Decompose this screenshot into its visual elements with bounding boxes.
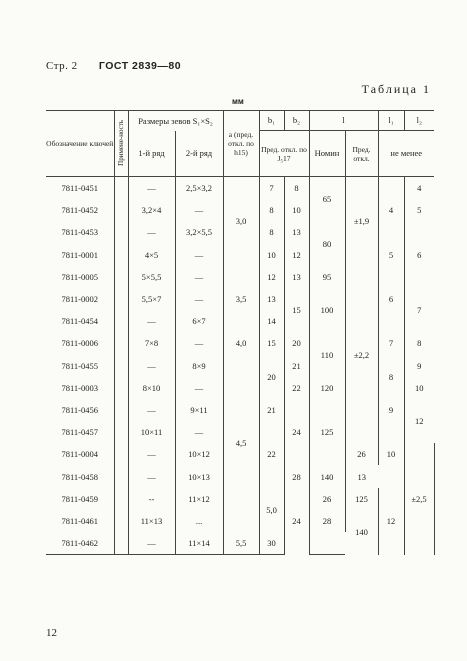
b1-cell: 13 <box>259 288 284 310</box>
designation-cell: 7811-0002 <box>46 288 114 310</box>
l2-cell: 8 <box>417 338 422 349</box>
l-cell: 120 <box>309 377 345 399</box>
header-tolerance: Пред. откл. <box>345 131 378 177</box>
b2-cell: 20 <box>284 332 309 354</box>
header-l2: l₂ <box>404 111 434 131</box>
usage-cell <box>114 310 128 332</box>
gost-number: ГОСТ 2839—80 <box>98 60 182 72</box>
header-l: l <box>309 111 378 131</box>
b2-cell: 10 <box>284 199 309 221</box>
usage-cell <box>114 288 128 310</box>
b1-cell: 7 <box>259 177 284 200</box>
l-tol-cell: ±2,2 <box>345 266 378 444</box>
l-cell: 125 <box>345 488 378 510</box>
row2-cell: 11×14 <box>175 532 223 555</box>
b2-cell: 12 <box>284 244 309 266</box>
b2-cell: 15 <box>284 288 309 332</box>
b2-cell: 24 <box>284 399 309 466</box>
l-cell: 95 <box>309 266 345 288</box>
a-cell: 5,0 <box>259 488 284 532</box>
row2-cell: — <box>175 332 223 354</box>
row2-cell: 9×11 <box>175 399 223 421</box>
b1-cell: 12 <box>259 266 284 288</box>
usage-cell <box>114 266 128 288</box>
b2-cell: 13 <box>284 221 309 243</box>
b1-cell: 14 <box>259 310 284 332</box>
designation-cell: 7811-0455 <box>46 355 114 377</box>
b1-cell: 15 <box>259 332 284 354</box>
row1-cell: 3,2×4 <box>128 199 175 221</box>
row2-cell: — <box>175 266 223 288</box>
unit-label: мм <box>232 97 244 106</box>
b2-cell: 26 <box>345 443 378 465</box>
usage-cell <box>114 532 128 555</box>
header-sizes: Размеры зевов S₁×S₂ <box>128 111 223 131</box>
header-b-tolerance: Пред. откл. по J₅17 <box>259 131 309 177</box>
a-cell: 4,5 <box>223 355 259 533</box>
l1-cell: 10 <box>378 421 404 488</box>
l2-cell: 12 <box>415 416 424 427</box>
table-row <box>46 177 434 200</box>
designation-cell: 7811-0454 <box>46 310 114 332</box>
usage-cell <box>114 177 128 200</box>
row1-cell: — <box>128 177 175 200</box>
dimensions-table <box>46 110 434 555</box>
usage-cell <box>114 244 128 266</box>
l2-cell: 5 <box>417 205 422 216</box>
l-cell: 110 <box>309 332 345 376</box>
l1-cell: 5 <box>378 244 404 266</box>
l-cell: 65 <box>309 177 345 222</box>
row1-cell: 7×8 <box>128 332 175 354</box>
row1-cell: 4×5 <box>128 244 175 266</box>
l-cell: 140 <box>345 510 378 555</box>
b2-cell: 8 <box>284 177 309 200</box>
usage-cell <box>114 332 128 354</box>
row1-cell: -- <box>128 488 175 510</box>
row2-cell: ... <box>175 510 223 532</box>
l2-cell: 6 <box>417 249 422 260</box>
b1-cell: 8 <box>259 199 284 221</box>
b1-cell: 21 <box>259 399 284 421</box>
usage-cell <box>114 355 128 377</box>
designation-cell: 7811-0453 <box>46 221 114 243</box>
b1-cell: 22 <box>259 421 284 488</box>
usage-cell <box>114 510 128 532</box>
designation-cell: 7811-0005 <box>46 266 114 288</box>
a-cell: 3,5 <box>223 266 259 333</box>
page-header <box>46 60 181 72</box>
usage-cell <box>114 488 128 510</box>
row1-cell: 10×11 <box>128 421 175 443</box>
l1-cell: 4 <box>378 177 404 244</box>
header-usage: Примене-ность <box>114 111 128 177</box>
row2-cell: 8×9 <box>175 355 223 377</box>
l1-cell: 12 <box>378 488 404 555</box>
l1-cell: 8 <box>378 355 404 399</box>
designation-cell: 7811-0451 <box>46 177 114 200</box>
row1-cell: 5×5,5 <box>128 266 175 288</box>
b1-cell: 8 <box>259 221 284 243</box>
l2-cell: 7 <box>417 305 422 316</box>
row2-cell: 3,2×5,5 <box>175 221 223 243</box>
row2-cell: — <box>175 199 223 221</box>
l2-cell: 13 <box>357 471 366 482</box>
row2-cell: 11×12 <box>175 488 223 510</box>
l-cell: 80 <box>309 221 345 265</box>
usage-cell <box>114 199 128 221</box>
b2-cell: 26 <box>309 488 345 510</box>
row2-cell: 10×13 <box>175 465 223 487</box>
l-tol-cell: ±1,9 <box>345 177 378 266</box>
footer-page-number: 12 <box>46 627 57 639</box>
l-tol-cell: ±2,5 <box>404 443 434 554</box>
designation-cell: 7811-0004 <box>46 443 114 465</box>
header-b1: b₁ <box>259 111 284 131</box>
row2-cell: 10×12 <box>175 443 223 465</box>
row1-cell: — <box>128 465 175 487</box>
page-number-label: Стр. 2 <box>46 60 78 72</box>
row2-cell: — <box>175 288 223 310</box>
b2-cell: 22 <box>284 377 309 399</box>
l-cell: 125 <box>309 399 345 466</box>
designation-cell: 7811-0462 <box>46 532 114 555</box>
designation-cell: 7811-0006 <box>46 332 114 354</box>
header-a: a (пред. откл. по h15) <box>223 111 259 177</box>
header-not-less: не менее <box>378 131 434 177</box>
l2-cell <box>309 532 345 555</box>
row2-cell: — <box>175 244 223 266</box>
l1-cell: 7 <box>378 332 404 354</box>
b1-cell: 10 <box>259 244 284 266</box>
l-cell: 100 <box>309 288 345 332</box>
usage-cell <box>114 399 128 421</box>
l2-cell: 9 <box>417 360 422 371</box>
row1-cell: — <box>128 355 175 377</box>
usage-cell <box>114 443 128 465</box>
designation-cell: 7811-0456 <box>46 399 114 421</box>
b2-cell: 13 <box>284 266 309 288</box>
b2-cell: 28 <box>309 510 345 532</box>
b1-cell: 20 <box>259 355 284 399</box>
designation-cell: 7811-0459 <box>46 488 114 510</box>
row1-cell: — <box>128 399 175 421</box>
designation-cell: 7811-0458 <box>46 465 114 487</box>
row1-cell: — <box>128 532 175 555</box>
table-title: Таблица 1 <box>361 82 431 96</box>
row2-cell: 2,5×3,2 <box>175 177 223 200</box>
row2-cell: — <box>175 421 223 443</box>
a-cell: 3,0 <box>223 177 259 266</box>
header-designation: Обозначение ключей <box>46 111 114 177</box>
b2-cell: 30 <box>259 532 284 555</box>
l2-cell: 10 <box>415 382 424 393</box>
l1-cell: 9 <box>378 399 404 421</box>
designation-cell: 7811-0461 <box>46 510 114 532</box>
row1-cell: — <box>128 443 175 465</box>
designation-cell: 7811-0003 <box>46 377 114 399</box>
b1-cell: 24 <box>284 488 309 555</box>
table-body <box>46 177 434 555</box>
row1-cell: — <box>128 310 175 332</box>
l2-cell: 4 <box>417 183 422 194</box>
a-cell: 5,5 <box>223 532 259 555</box>
b2-cell: 21 <box>284 355 309 377</box>
designation-cell: 7811-0001 <box>46 244 114 266</box>
b2-cell: 28 <box>284 465 309 487</box>
usage-cell <box>114 377 128 399</box>
row2-cell: — <box>175 377 223 399</box>
table-row <box>46 266 434 288</box>
row1-cell: — <box>128 221 175 243</box>
designation-cell: 7811-0452 <box>46 199 114 221</box>
l1-cell: 6 <box>378 266 404 333</box>
usage-cell <box>114 221 128 243</box>
header-l1: l₁ <box>378 111 404 131</box>
header-row2: 2-й ряд <box>175 131 223 177</box>
usage-cell <box>114 421 128 443</box>
row2-cell: 6×7 <box>175 310 223 332</box>
designation-cell: 7811-0457 <box>46 421 114 443</box>
header-row1: 1-й ряд <box>128 131 175 177</box>
l-cell: 140 <box>309 465 345 487</box>
usage-cell <box>114 465 128 487</box>
a-cell: 4,0 <box>223 332 259 354</box>
row1-cell: 5,5×7 <box>128 288 175 310</box>
row1-cell: 11×13 <box>128 510 175 532</box>
header-b2: b₂ <box>284 111 309 131</box>
row1-cell: 8×10 <box>128 377 175 399</box>
header-nominal: Номин <box>309 131 345 177</box>
